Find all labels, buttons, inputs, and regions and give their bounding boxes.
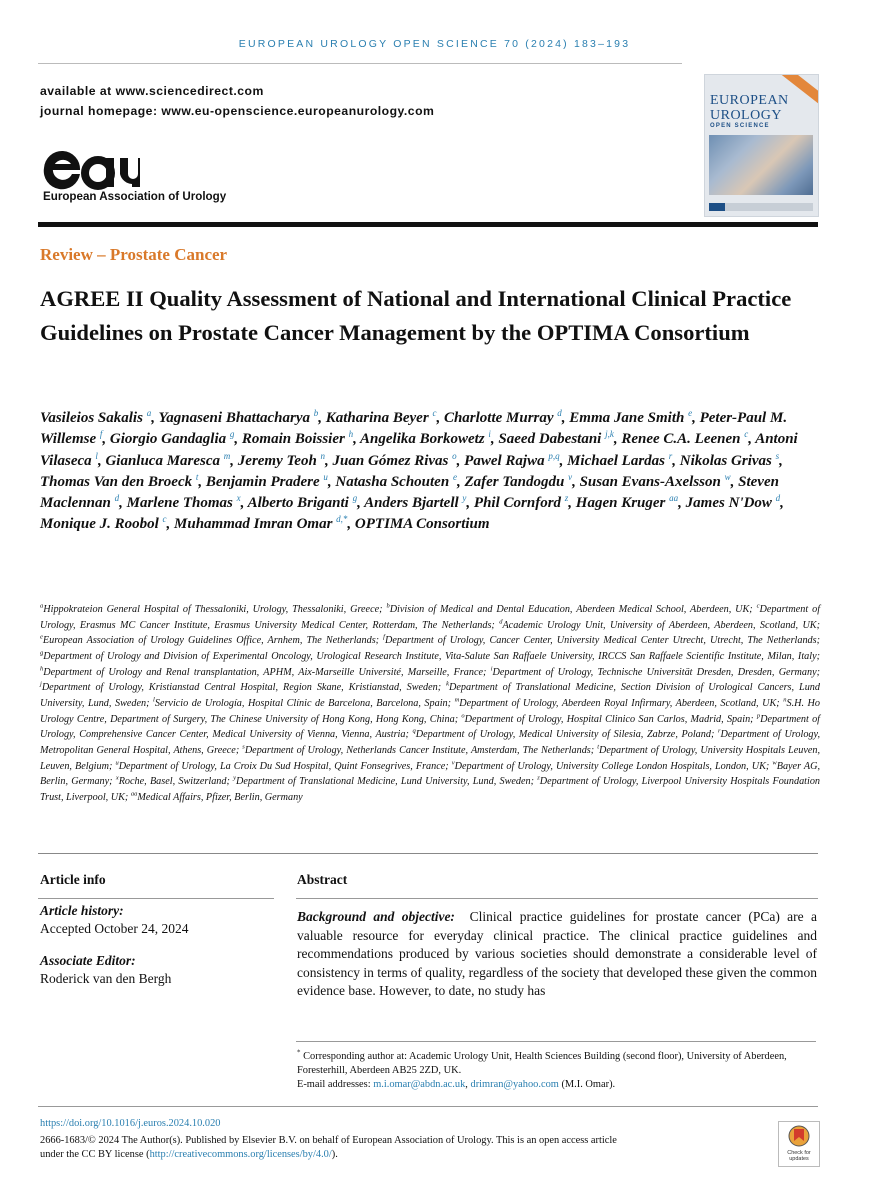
affiliation-text: Department of Urology, Medical University of Silesia, Zabrze, Poland; xyxy=(415,729,715,741)
author-affiliation-marker[interactable]: g xyxy=(229,429,235,440)
running-head: EUROPEAN UROLOGY OPEN SCIENCE 70 (2024) 183–193 xyxy=(238,38,631,50)
author-name: Alberto Briganti xyxy=(247,495,349,512)
affiliation-text: Department of Translational Medicine, Section Division of Urological Cancers, Lund University, Lund, Sweden; xyxy=(40,682,820,709)
affiliation-key: f xyxy=(383,633,385,641)
affiliation-text: Academic Urology Unit, University of Aberdeen, Aberdeen, Scotland, UK; xyxy=(502,619,820,631)
affiliation-key: j xyxy=(40,680,42,688)
affiliation-text: Department of Urology, Erasmus MC Cancer Institute, Erasmus University Medical Center, Rotterdam, The Netherlands; xyxy=(40,604,821,631)
author-affiliation-marker[interactable]: c xyxy=(432,408,437,418)
author-affiliation-marker[interactable]: t xyxy=(195,471,199,482)
license-prefix: under the CC BY license ( xyxy=(40,1149,150,1160)
email-link-1[interactable]: m.i.omar@abdn.ac.uk xyxy=(373,1079,466,1090)
affiliation-text: Department of Urology, Aberdeen Royal Infirmary, Aberdeen, Scotland, UK; xyxy=(459,697,780,709)
org-name: European Association of Urology xyxy=(43,190,227,203)
author-affiliation-marker[interactable]: a xyxy=(146,408,152,418)
affiliation-text: Department of Urology, Kristianstad Central Hospital, Region Skane, Kristianstad, Sweden; xyxy=(41,682,442,694)
affiliation-text: Department of Urology, Netherlands Cancer Institute, Amsterdam, The Netherlands; xyxy=(244,744,595,756)
affiliation-text: Department of Urology, Technische Universität Dresden, Dresden, Germany; xyxy=(492,666,820,678)
author-name: Charlotte Murray xyxy=(443,410,554,426)
affiliation-key: s xyxy=(242,743,245,751)
author-name: Juan Gómez Rivas xyxy=(332,452,449,469)
header-divider xyxy=(38,63,682,64)
author-name: Zafer Tandogdu xyxy=(464,473,565,490)
author-name: Marlene Thomas xyxy=(126,495,233,512)
author-affiliation-marker[interactable]: aa xyxy=(669,493,679,504)
cover-image xyxy=(709,135,813,195)
affiliation-key: y xyxy=(233,774,237,782)
journal-cover[interactable] xyxy=(704,74,819,217)
author-affiliation-marker[interactable]: c xyxy=(744,429,749,440)
author-name: Anders Bjartell xyxy=(364,495,459,512)
affiliation-key: t xyxy=(597,743,600,751)
affiliation-key: l xyxy=(153,696,155,704)
author-affiliation-marker[interactable]: y xyxy=(462,493,467,504)
affiliation-key: m xyxy=(454,696,460,704)
eau-logo-mark-icon xyxy=(40,146,140,190)
abstract-body xyxy=(297,908,817,1001)
affiliation-key: g xyxy=(40,649,44,657)
author-name: Katharina Beyer xyxy=(325,410,429,426)
author-name: Natasha Schouten xyxy=(335,473,450,490)
affiliation-key: o xyxy=(461,712,465,720)
cover-footer-mark xyxy=(709,203,725,211)
license-line-2 xyxy=(40,1148,338,1162)
license-suffix: ). xyxy=(331,1149,338,1160)
author-affiliation-marker[interactable]: w xyxy=(724,471,731,482)
author-affiliation-marker[interactable]: c xyxy=(162,514,167,525)
cover-title-line2: UROLOGY xyxy=(710,108,782,123)
crossmark-icon xyxy=(788,1125,810,1149)
author-affiliation-marker[interactable]: g xyxy=(352,493,358,504)
affiliation-key: e xyxy=(40,633,43,641)
affiliation-key: i xyxy=(490,665,493,673)
affiliation-text: Department of Urology, Metropolitan General Hospital, Athens, Greece; xyxy=(40,729,821,756)
author-name: Giorgio Gandaglia xyxy=(109,431,227,448)
author-name: Jeremy Teoh xyxy=(237,452,317,469)
corresponding-marker: * xyxy=(297,1048,301,1057)
affiliation-text: Department of Urology, Hospital Clinico San Carlos, Madrid, Spain; xyxy=(464,713,754,725)
author-affiliation-marker[interactable]: d xyxy=(557,408,562,418)
correspondence-note xyxy=(297,1050,817,1092)
affiliation-text: Hippokrateion General Hospital of Thessaloniki, Urology, Thessaloniki, Greece; xyxy=(43,604,383,615)
abstract-text: Clinical practice guidelines for prostate cancer (PCa) are a valuable resource for everyday clinical practice. The clinical practice guidelines and recommendations produced by various societies should demonstrate a considerable level of consistency in terms of quality, regardless of the society that developed these given the common evidence base. However, to date, no study has xyxy=(297,909,818,999)
affiliation-key: p xyxy=(756,712,761,720)
author-affiliation-marker[interactable]: x xyxy=(236,493,241,504)
author-affiliation-marker[interactable]: b xyxy=(313,408,319,418)
author-name: Michael Lardas xyxy=(567,452,665,469)
author-affiliation-marker[interactable]: r xyxy=(668,450,673,461)
affiliation-key: x xyxy=(115,774,119,782)
front-matter-divider xyxy=(38,853,818,854)
author-name: Benjamin Pradere xyxy=(205,473,320,490)
affiliation-text: Medical Affairs, Pfizer, Berlin, Germany xyxy=(137,791,303,803)
affiliation-text: Roche, Basel, Switzerland; xyxy=(118,776,230,788)
author-affiliation-marker[interactable]: d xyxy=(114,493,120,504)
article-info-heading: Article info xyxy=(40,872,106,887)
author-affiliation-marker[interactable]: n xyxy=(320,450,326,461)
author-name: Renee C.A. Leenen xyxy=(621,431,741,448)
author-name: Romain Boissier xyxy=(241,431,345,448)
affiliation-key: h xyxy=(40,665,44,673)
author-name: Yagnaseni Bhattacharya xyxy=(158,410,310,426)
affiliation-text: Department of Urology, La Croix Du Sud Hospital, Quint Fonsegrives, France; xyxy=(118,760,449,772)
author-affiliation-marker[interactable]: v xyxy=(568,471,573,482)
author-name: Susan Evans-Axelsson xyxy=(579,473,721,490)
author-name: Thomas Van den Broeck xyxy=(40,473,193,490)
affiliation-text: Department of Urology and Renal transplantation, APHM, Aix-Marseille Université, Marseille, France; xyxy=(43,666,487,678)
affiliation-list xyxy=(40,602,820,806)
affiliation-key: w xyxy=(772,759,777,767)
affiliation-text: Bayer AG, Berlin, Germany; xyxy=(40,760,821,788)
author-name: Pawel Rajwa xyxy=(464,452,545,469)
email-link-2[interactable]: drimran@yahoo.com xyxy=(470,1079,559,1090)
cover-title xyxy=(710,93,789,123)
author-name: Peter-Paul M. Willemse xyxy=(40,410,788,448)
cover-title-line1: EUROPEAN xyxy=(710,93,789,108)
author-affiliation-marker[interactable]: o xyxy=(452,450,457,461)
affiliation-key: b xyxy=(386,602,390,610)
footnote-rule xyxy=(296,1041,816,1042)
affiliation-key: r xyxy=(718,727,721,735)
abstract-heading: Abstract xyxy=(297,872,348,887)
author-affiliation-marker[interactable]: d,* xyxy=(336,514,348,525)
author-affiliation-marker[interactable]: d xyxy=(775,493,781,504)
affiliation-key: d xyxy=(499,618,503,626)
author-affiliation-marker[interactable]: f xyxy=(99,429,103,440)
affiliation-text: Division of Medical and Dental Education, Aberdeen Medical School, Aberdeen, UK; xyxy=(389,604,753,615)
author-affiliation-marker[interactable]: e xyxy=(452,471,457,482)
author-name: Angelika Borkowetz xyxy=(360,431,485,448)
author-name: Gianluca Maresca xyxy=(105,452,221,469)
email-label: E-mail addresses: xyxy=(297,1079,371,1090)
affiliation-text: Department of Urology, University Hospitals Leuven, Leuven, Belgium; xyxy=(40,744,821,772)
author-name: Vasileios Sakalis xyxy=(40,410,143,426)
author-name: Monique J. Roobol xyxy=(40,516,159,533)
author-affiliation-marker[interactable]: j,k xyxy=(605,429,614,440)
author-affiliation-marker[interactable]: z xyxy=(564,493,569,504)
abstract-rule xyxy=(296,898,818,899)
section-label: Review – Prostate Cancer xyxy=(40,245,228,264)
affiliation-text: Department of Urology, Cancer Center, University Medical Center Utrecht, Utrecht, The Netherlands; xyxy=(384,635,821,647)
author-affiliation-marker[interactable]: e xyxy=(688,408,693,418)
affiliation-text: Department of Urology, Liverpool University Hospitals Foundation Trust, Liverpool, UK; xyxy=(40,776,821,803)
footer-rule xyxy=(38,1106,818,1107)
article-history-label: Article history: xyxy=(40,903,124,918)
author-affiliation-marker[interactable]: p,q xyxy=(548,450,560,461)
affiliation-text: Servicio de Urología, Hospital Clínic de Barcelona, Barcelona, Spain; xyxy=(154,697,452,709)
associate-editor-name: Roderick van den Bergh xyxy=(40,971,172,986)
affiliation-text: Department of Translational Medicine, Lund University, Lund, Sweden; xyxy=(236,776,535,788)
affiliation-key: u xyxy=(115,759,119,767)
author-name: James N'Dow xyxy=(685,495,772,512)
email-suffix: (M.I. Omar). xyxy=(561,1079,616,1090)
associate-editor-label: Associate Editor: xyxy=(40,953,136,968)
affiliation-text: Department of Urology and Division of Experimental Oncology, Urological Research Institute, Vita-Salute San Raffaele University, IRCCS San Raffaele Scientific Institute, Milan, Italy; xyxy=(43,650,820,662)
affiliation-key: c xyxy=(756,602,760,610)
author-affiliation-marker[interactable]: m xyxy=(223,450,231,461)
cover-subtitle: OPEN SCIENCE xyxy=(710,123,770,129)
affiliation-text: Department of Urology, Comprehensive Cancer Center, Medical University of Vienna, Vienna, Austria; xyxy=(40,713,821,741)
available-at[interactable]: available at www.sciencedirect.com xyxy=(40,84,264,98)
abstract-bg-label: Background and objective: xyxy=(297,909,455,924)
author-list: Vasileios Sakalis $^a$, Yagnaseni Bhattacharya $^b$, Katharina Beyer $^c$, Charlotte Murray $^d$, Emma Jane Smith $^e$, Peter-Paul M. Willemse $^f$, Giorgio Gandaglia $^g$, Romain Boissier $^h$, Angelika Borkowetz $^i$, Saeed Dabestani $^{j,k}$, Renee C.A. Leenen $^c$, Antoni Vilaseca $^l$, Gianluca Maresca $^m$, Jeremy Teoh $^n$, Juan Gómez Rivas $^o$, Pawel Rajwa $^{p,q}$, Michael Lardas $^r$, Nikolas Grivas $^s$, Thomas Van den Broeck $^t$, Benjamin Pradere $^u$, Natasha Schouten $^e$, Zafer Tandogdu $^v$, Susan Evans-Axelsson $^w$, Steven Maclennan $^d$, Marlene Thomas $^x$, Alberto Briganti $^g$, Anders Bjartell $^y$, Phil Cornford $^z$, Hagen Kruger $^{aa}$, James N'Dow $^d$, Monique J. Roobol $^c$, Muhammad Imran Omar $^{d,*}$, OPTIMA Consortium xyxy=(40,408,798,533)
eau-logo xyxy=(40,146,240,212)
article-title: AGREE II Quality Assessment of National and International Clinical Practice Guidelines on Prostate Cancer Management by the OPTIMA Consortium xyxy=(40,286,792,345)
doi-link[interactable]: https://doi.org/10.1016/j.euros.2024.10.020 xyxy=(40,1118,221,1129)
affiliation-key: q xyxy=(412,727,416,735)
author-affiliation-marker[interactable]: s xyxy=(775,450,780,461)
masthead-rule xyxy=(38,222,818,227)
affiliation-key: n xyxy=(783,696,787,704)
author-affiliation-marker[interactable]: l xyxy=(95,450,98,461)
email-separator: , xyxy=(465,1079,468,1090)
affiliation-key: z xyxy=(537,774,540,782)
author-name: Muhammad Imran Omar xyxy=(174,516,333,533)
author-name: Steven Maclennan xyxy=(40,473,779,512)
author-affiliation-marker[interactable]: h xyxy=(348,429,354,440)
author-name: Nikolas Grivas xyxy=(679,452,772,469)
affiliation-key: v xyxy=(451,759,455,767)
author-name: Emma Jane Smith xyxy=(569,410,685,426)
affiliation-text: Department of Urology, University College London Hospitals, London, UK; xyxy=(454,760,770,772)
author-affiliation-marker[interactable]: u xyxy=(323,471,328,482)
author-name: Hagen Kruger xyxy=(575,495,666,512)
article-info-rule xyxy=(38,898,274,899)
affiliation-text: European Association of Urology Guidelines Office, Arnhem, The Netherlands; xyxy=(42,635,380,647)
license-link[interactable]: http://creativecommons.org/licenses/by/4.0/ xyxy=(149,1149,332,1160)
author-name: Saeed Dabestani xyxy=(498,431,602,448)
affiliation-text: S.H. Ho Urology Centre, Department of Surgery, The Chinese University of Hong Kong, Hong Kong, China; xyxy=(40,697,820,725)
badge-text: Check for updates xyxy=(787,1150,811,1162)
affiliation-key: a xyxy=(40,602,44,610)
accepted-date: Accepted October 24, 2024 xyxy=(40,921,189,936)
author-name: OPTIMA Consortium xyxy=(354,516,490,533)
author-name: Antoni Vilaseca xyxy=(40,431,798,469)
corresponding-author-text: Corresponding author at: Academic Urology Unit, Health Sciences Building (second floor), University of Aberdeen, Foresterhill, Aberdeen AB25 2ZD, UK. xyxy=(297,1051,787,1076)
journal-homepage[interactable]: journal homepage: www.eu-openscience.europeanurology.com xyxy=(40,104,435,118)
author-affiliation-marker[interactable]: i xyxy=(488,429,491,440)
affiliation-key: k xyxy=(446,680,449,688)
license-line-1: 2666-1683/© 2024 The Author(s). Published by Elsevier B.V. on behalf of European Association of Urology. This is an open access article xyxy=(40,1135,617,1146)
author-name: Phil Cornford xyxy=(473,495,562,512)
affiliation-key: aa xyxy=(130,790,138,798)
check-for-updates-badge[interactable] xyxy=(778,1121,820,1167)
